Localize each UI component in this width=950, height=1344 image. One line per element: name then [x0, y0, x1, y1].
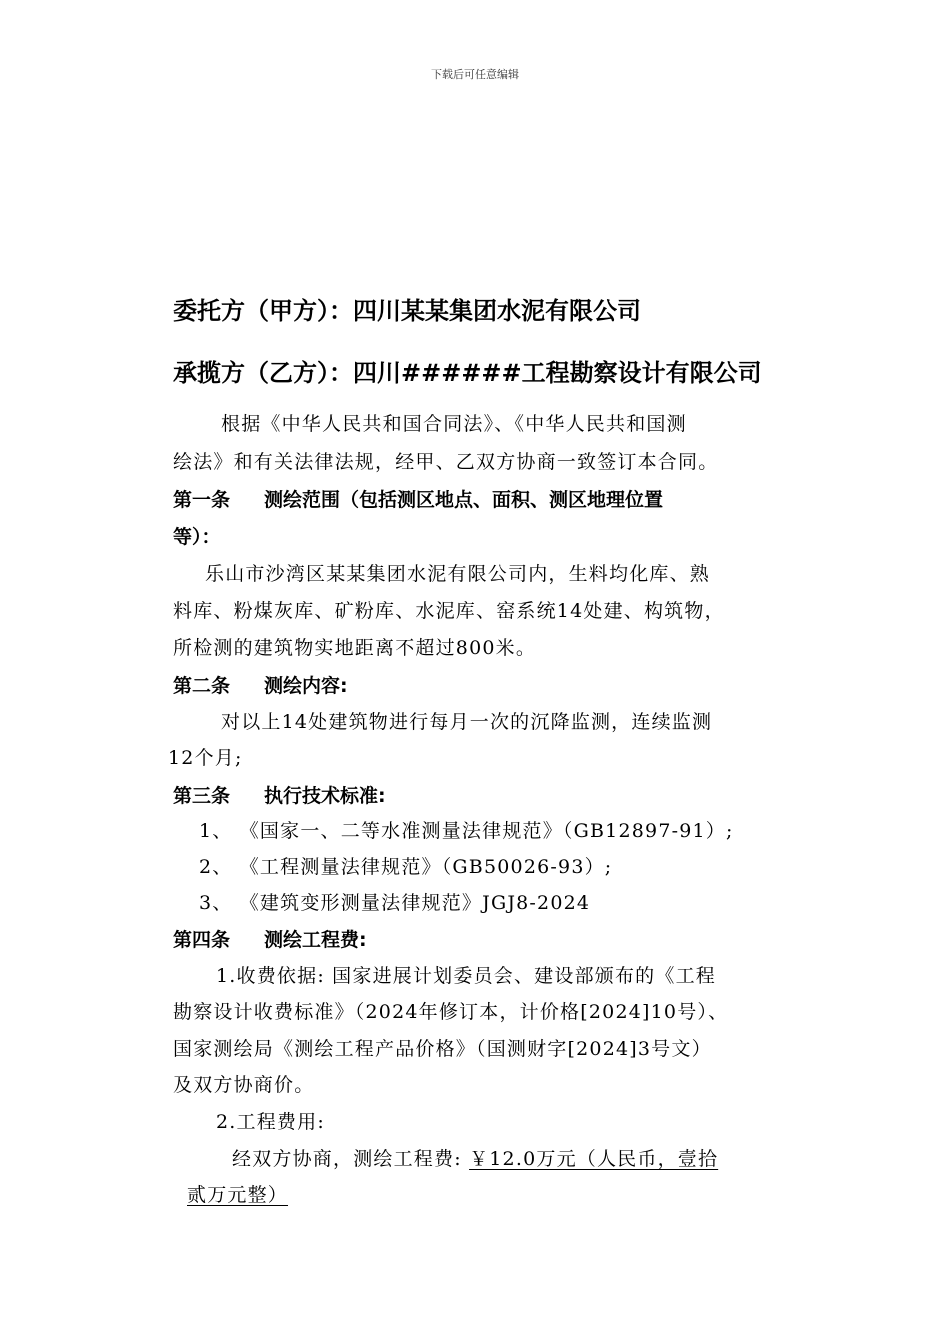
fee-amount-part-1: ￥12.0万元（人民币，壹拾 [469, 1148, 719, 1170]
article-1-title: 测绘范围（包括测区地点、面积、测区地理位置 [264, 489, 664, 511]
fee-basis-line-4: 及双方协商价。 [173, 1074, 315, 1096]
article-4-title: 测绘工程费: [264, 929, 367, 951]
preamble-line-1: 根据《中华人民共和国合同法》、《中华人民共和国测 [221, 413, 687, 435]
fee-basis-line-1: 1.收费依据: 国家进展计划委员会、建设部颁布的《工程 [216, 965, 716, 987]
party-b-line: 承揽方（乙方）：四川######工程勘察设计有限公司 [173, 359, 762, 387]
article-3-heading [173, 783, 386, 809]
article-1-body-line-1: 乐山市沙湾区某某集团水泥有限公司内，生料均化库、熟 [205, 563, 711, 585]
party-a-line: 委托方（甲方）：四川某某集团水泥有限公司 [173, 297, 641, 325]
preamble-line-2: 绘法》和有关法律法规，经甲、乙双方协商一致签订本合同。 [173, 451, 719, 473]
fee-label: 2.工程费用: [216, 1111, 325, 1133]
article-4-number: 第四条 [173, 929, 231, 951]
fee-basis-line-3: 国家测绘局《测绘工程产品价格》（国测财字[2024]3号文） [173, 1038, 712, 1060]
article-4-heading [173, 927, 367, 953]
article-2-body-line-1: 对以上14处建筑物进行每月一次的沉降监测，连续监测 [221, 711, 713, 733]
fee-statement-line-1 [232, 1146, 718, 1172]
article-2-title: 测绘内容: [264, 675, 348, 697]
article-2-number: 第二条 [173, 675, 231, 697]
article-1-body-line-2: 料库、粉煤灰库、矿粉库、水泥库、窑系统14处建、构筑物， [173, 600, 725, 622]
article-3-number: 第三条 [173, 785, 231, 807]
article-2-heading [173, 673, 348, 699]
article-2-body-line-2: 12个月; [168, 747, 243, 769]
article-3-title: 执行技术标准: [264, 785, 386, 807]
article-1-heading-cont: 等）： [173, 526, 221, 548]
standard-item-2: 2、 《工程测量法律规范》（GB50026-93）; [199, 856, 613, 878]
article-1-number: 第一条 [173, 489, 231, 511]
page-header-note: 下载后可任意编辑 [431, 68, 519, 81]
article-1-heading [173, 487, 663, 513]
fee-statement-line-2 [187, 1182, 288, 1208]
standard-item-1: 1、 《国家一、二等水准测量法律规范》（GB12897-91）; [199, 820, 734, 842]
fee-basis-line-2: 勘察设计收费标准》（2024年修订本，计价格[2024]10号）、 [173, 1001, 729, 1023]
fee-prefix: 经双方协商，测绘工程费: [232, 1148, 462, 1170]
article-1-body-line-3: 所检测的建筑物实地距离不超过800米。 [173, 637, 537, 659]
fee-amount-part-2: 贰万元整） [187, 1184, 289, 1206]
standard-item-3: 3、 《建筑变形测量法律规范》JGJ8-2024 [199, 892, 591, 914]
